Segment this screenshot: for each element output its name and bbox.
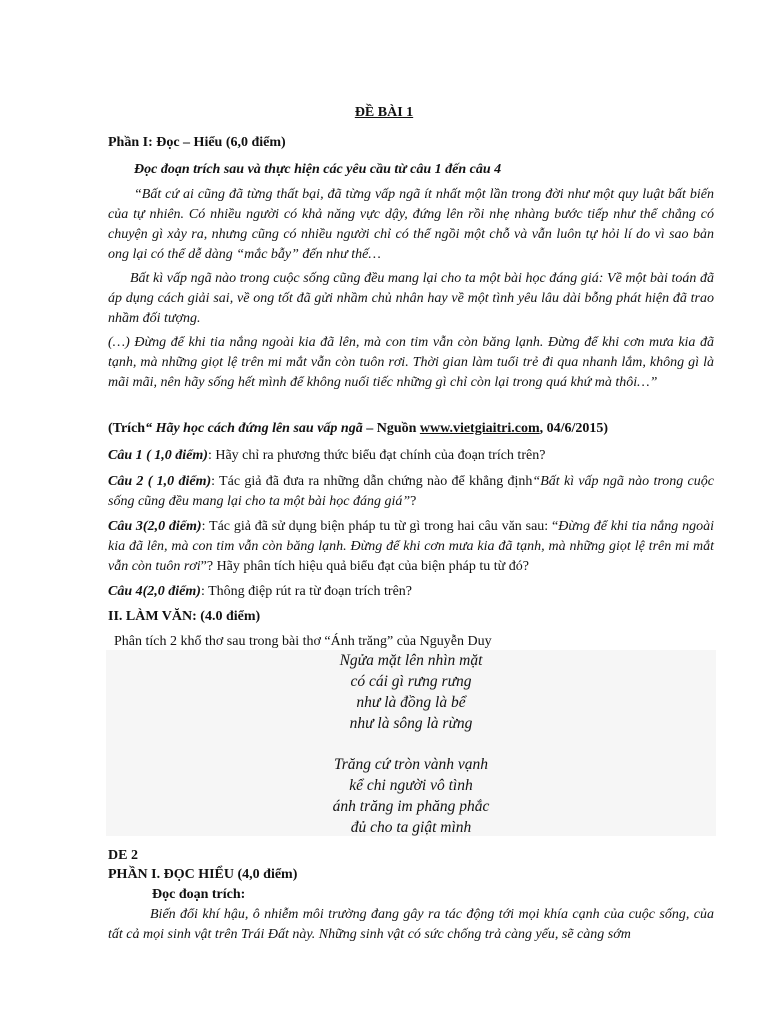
source-suffix: , 04/6/2015) bbox=[539, 421, 609, 436]
de2-heading: PHẦN I. ĐỌC HIỂU (4,0 điểm) bbox=[108, 867, 298, 882]
question-2-text: : Tác giả đã đưa ra những dẫn chứng nào để khẳng định bbox=[211, 474, 533, 489]
source-title: “ Hãy học cách đứng lên sau vấp ngã bbox=[145, 421, 363, 436]
document-title: ĐỀ BÀI 1 bbox=[354, 105, 414, 120]
poem-line: ánh trăng im phăng phắc bbox=[332, 798, 490, 815]
poem-line: như là sông là rừng bbox=[349, 715, 473, 732]
question-1-text: : Hãy chỉ ra phương thức biểu đạt chính của đoạn trích trên? bbox=[207, 448, 546, 463]
part2-prompt: Phân tích 2 khổ thơ sau trong bài thơ “Ánh trăng” của Nguyễn Duy bbox=[114, 634, 492, 649]
de2-instruction: Đọc đoạn trích: bbox=[152, 887, 246, 902]
source-middle: – Nguồn bbox=[362, 421, 420, 436]
excerpt-paragraph-1: “Bất cứ ai cũng đã từng thất bại, đã từng vấp ngã ít nhất một lần trong đời như một quy luật bất biến của tự nhiên. Có nhiều người có khả năng vực dậy, đứng lên rồi nhẹ nhàng bước tiếp như thể chẳng có chuyện gì xảy ra, nhưng cũng có nhiều người chỉ có thể ngồi một chỗ và vẫn luôn tự hỏi lí do vì sao bản ong lại có thể dễ dàng “mắc bẫy” đến như thế… bbox=[108, 187, 714, 262]
poem-line: có cái gì rưng rưng bbox=[350, 673, 472, 690]
question-3-label: Câu 3(2,0 điểm) bbox=[108, 519, 202, 534]
question-1-label: Câu 1 ( 1,0 điểm) bbox=[108, 448, 208, 463]
question-2 bbox=[108, 472, 714, 512]
de2-label: DE 2 bbox=[108, 848, 138, 863]
poem-line: Ngửa mặt lên nhìn mặt bbox=[339, 652, 483, 669]
question-4-label: Câu 4(2,0 điểm) bbox=[108, 584, 201, 599]
poem-block bbox=[106, 650, 716, 836]
question-3-text: : Tác giả đã sử dụng biện pháp tu từ gì trong hai câu văn sau: “ bbox=[201, 519, 559, 534]
question-4 bbox=[108, 582, 714, 602]
question-3 bbox=[108, 517, 714, 577]
question-3-tail: ”? Hãy phân tích hiệu quả biểu đạt của biện pháp tu từ đó? bbox=[200, 559, 529, 574]
question-3-quote: Đừng để khi tia nắng ngoài kia đã lên, mà con tim vẫn còn băng lạnh. Đừng để khi cơn mưa kia đã tạnh, mà những giọt lệ trên mi mắt vẫn còn tuôn rơi bbox=[108, 519, 715, 574]
part2-heading: II. LÀM VĂN: (4.0 điểm) bbox=[108, 609, 261, 624]
question-2-tail: ? bbox=[410, 494, 417, 509]
question-1 bbox=[108, 446, 714, 466]
de2-paragraph: Biến đổi khí hậu, ô nhiễm môi trường đang gây ra tác động tới mọi khía cạnh của cuộc sống, của tất cả mọi sinh vật trên Trái Đất này. Những sinh vật có sức chống trả càng yếu, sẽ càng sớm bbox=[108, 907, 714, 942]
excerpt-paragraph-3: (…) Đừng để khi tia nắng ngoài kia đã lên, mà con tim vẫn còn băng lạnh. Đừng để khi cơn mưa kia đã tạnh, mà những giọt lệ trên mi mắt vẫn còn tuôn rơi. Thời gian làm tuổi trẻ đi qua nhanh lắm, không gì là mãi mãi, nên hãy sống hết mình để không nuối tiếc những gì chỉ còn lại trong quá khứ mà thôi…” bbox=[108, 335, 714, 390]
excerpt-paragraph-2: Bất kì vấp ngã nào trong cuộc sống cũng đều mang lại cho ta một bài học đáng giá: Về một bài toán đã áp dụng cách giải sai, về ong tốt đã gửi nhầm chủ nhân hay về một tình yêu lâu dài bỗng phát hiện đã trao nhầm đối tượng. bbox=[108, 271, 714, 326]
part1-instruction: Đọc đoạn trích sau và thực hiện các yêu cầu từ câu 1 đến câu 4 bbox=[134, 162, 502, 177]
question-2-label: Câu 2 ( 1,0 điểm) bbox=[108, 474, 212, 489]
poem-line: Trăng cứ tròn vành vạnh bbox=[334, 756, 488, 773]
poem-line: như là đồng là bể bbox=[356, 694, 466, 711]
question-2-quote: “Bất kì vấp ngã nào trong cuộc sống cũng đều mang lại cho ta một bài học đáng giá” bbox=[108, 474, 714, 509]
source-citation bbox=[108, 419, 714, 439]
source-link[interactable]: www.vietgiaitri.com bbox=[419, 421, 540, 436]
poem-line: kể chi người vô tình bbox=[349, 777, 473, 794]
part1-heading: Phần I: Đọc – Hiểu (6,0 điểm) bbox=[108, 135, 286, 150]
source-prefix: (Trích bbox=[108, 421, 146, 436]
question-4-text: : Thông điệp rút ra từ đoạn trích trên? bbox=[200, 584, 412, 599]
poem-line: đủ cho ta giật mình bbox=[350, 819, 472, 836]
